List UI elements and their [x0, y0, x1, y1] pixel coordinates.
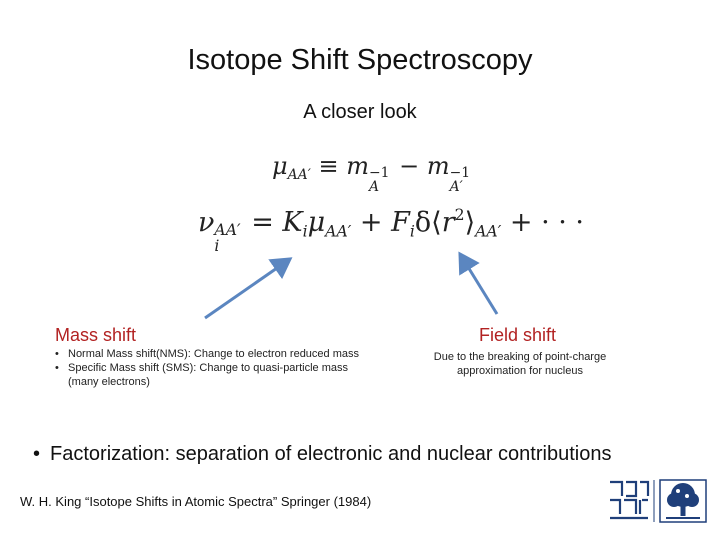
bullet-icon: • [33, 443, 41, 465]
institution-logo [606, 478, 710, 524]
bullet-icon: • [55, 348, 59, 360]
slide-title: Isotope Shift Spectroscopy [187, 44, 533, 76]
list-item [55, 361, 375, 389]
hebrew-wordmark-icon [610, 482, 648, 518]
isotope-shift-equation: ν AA′ i = $K_i\mu_{AA'}$ + $F_i\delta⟨r^2⟩_{AA'}$ + · · · [198, 205, 585, 255]
tree-emblem-icon [660, 480, 706, 522]
reduced-mass-equation: $\mu_{AA'} \equiv m$ −1 A − m −1 A′ [272, 152, 471, 196]
mass-shift-list [55, 347, 375, 389]
mass-shift-bullet-1: Normal Mass shift(NMS): Change to electron reduced mass [68, 348, 359, 360]
field-shift-description: Due to the breaking of point-charge approximation for nucleus [433, 351, 607, 377]
reference-citation: W. H. King “Isotope Shifts in Atomic Spectra” Springer (1984) [20, 494, 372, 509]
list-item [55, 347, 375, 361]
bullet-icon: • [55, 362, 59, 374]
mass-shift-heading: Mass shift [55, 325, 137, 345]
factorization-bullet [33, 443, 611, 466]
slide-subtitle: A closer look [303, 101, 417, 123]
field-shift-heading: Field shift [479, 325, 557, 345]
factorization-text: Factorization: separation of electronic and nuclear contributions [50, 443, 612, 465]
mass-shift-arrow [205, 259, 290, 318]
field-shift-arrow [460, 254, 497, 314]
mass-shift-bullet-2: Specific Mass shift (SMS): Change to quasi-particle mass (many electrons) [68, 362, 348, 388]
